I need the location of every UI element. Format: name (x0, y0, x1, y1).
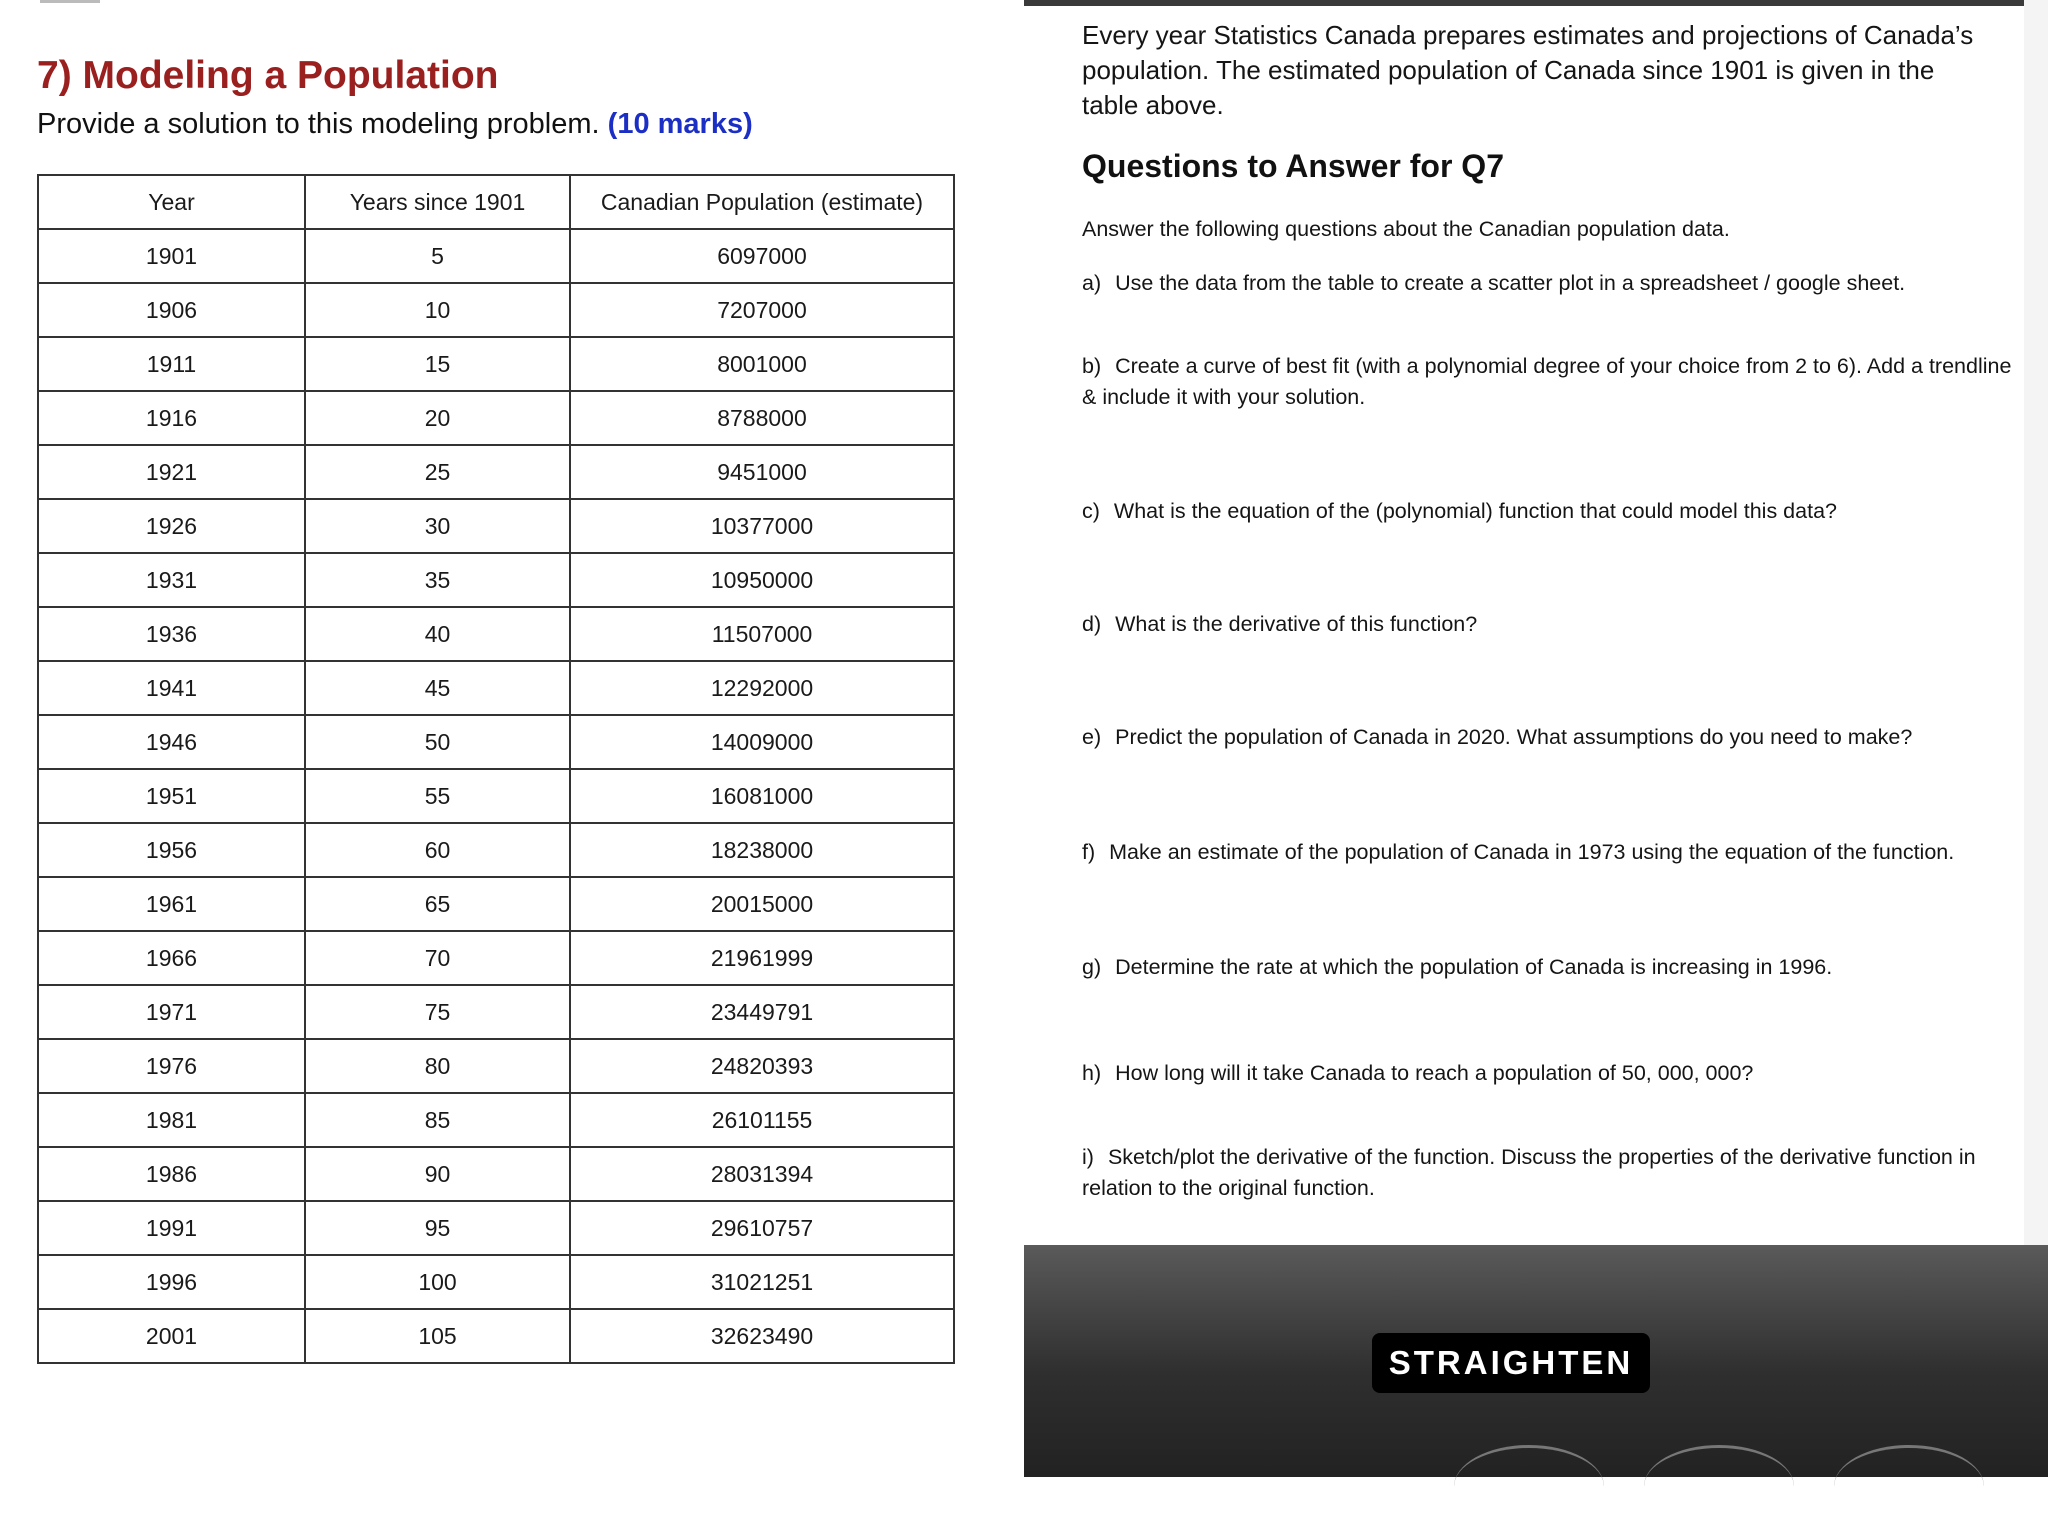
table-header-row (38, 175, 954, 229)
table-row (38, 499, 954, 553)
cell-year: 1981 (38, 1093, 305, 1147)
cell-population: 31021251 (570, 1255, 954, 1309)
cell-years-since: 60 (305, 823, 570, 877)
cell-population: 28031394 (570, 1147, 954, 1201)
cell-years-since: 85 (305, 1093, 570, 1147)
cell-year: 1906 (38, 283, 305, 337)
header-years-since: Years since 1901 (305, 175, 570, 229)
cell-year: 1921 (38, 445, 305, 499)
cell-year: 1941 (38, 661, 305, 715)
question-label: f) (1082, 840, 1096, 864)
cell-year: 1971 (38, 985, 305, 1039)
question-label: b) (1082, 354, 1102, 378)
cell-population: 24820393 (570, 1039, 954, 1093)
cell-years-since: 90 (305, 1147, 570, 1201)
cell-year: 1991 (38, 1201, 305, 1255)
cell-population: 29610757 (570, 1201, 954, 1255)
question-label: c) (1082, 499, 1100, 523)
question-text: Make an estimate of the population of Canada in 1973 using the equation of the function. (1109, 840, 1955, 864)
right-page (1024, 0, 2048, 1477)
question-label: i) (1082, 1145, 1094, 1169)
cell-population: 7207000 (570, 283, 954, 337)
question-text: Use the data from the table to create a scatter plot in a spreadsheet / google sheet. (1115, 271, 1906, 295)
table-row (38, 823, 954, 877)
question-text: Sketch/plot the derivative of the function. Discuss the properties of the derivative function in relation to the original function. (1082, 1145, 1976, 1200)
table-row (38, 661, 954, 715)
cell-years-since: 30 (305, 499, 570, 553)
cell-years-since: 65 (305, 877, 570, 931)
cell-year: 1901 (38, 229, 305, 283)
subtitle-text: Provide a solution to this modeling problem. (37, 108, 600, 140)
question-g (1082, 952, 2022, 983)
page-edge-strip (2024, 0, 2048, 1252)
cell-population: 10950000 (570, 553, 954, 607)
cell-population: 8001000 (570, 337, 954, 391)
questions-instruction: Answer the following questions about the Canadian population data. (1082, 217, 1730, 241)
cell-population: 11507000 (570, 607, 954, 661)
table-row (38, 229, 954, 283)
question-text: What is the equation of the (polynomial) function that could model this data? (1113, 499, 1837, 523)
cell-population: 18238000 (570, 823, 954, 877)
cell-population: 23449791 (570, 985, 954, 1039)
cell-population: 9451000 (570, 445, 954, 499)
intro-paragraph: Every year Statistics Canada prepares estimates and projections of Canada’s population. The estimated population of Canada since 1901 is given in the table above. (1082, 20, 1974, 120)
cell-year: 1926 (38, 499, 305, 553)
question-i (1082, 1142, 2022, 1204)
cell-years-since: 10 (305, 283, 570, 337)
cell-years-since: 25 (305, 445, 570, 499)
cell-population: 14009000 (570, 715, 954, 769)
cell-year: 1911 (38, 337, 305, 391)
header-population: Canadian Population (estimate) (570, 175, 954, 229)
question-label: d) (1082, 612, 1102, 636)
cell-year: 1996 (38, 1255, 305, 1309)
cell-years-since: 95 (305, 1201, 570, 1255)
question-label: h) (1082, 1061, 1102, 1085)
table-row (38, 877, 954, 931)
question-c (1082, 496, 2022, 527)
cell-year: 1931 (38, 553, 305, 607)
question-text: Create a curve of best fit (with a polynomial degree of your choice from 2 to 6). Add a trendline & include it with your solution. (1082, 354, 2012, 409)
rotation-dial-mark (1454, 1445, 1604, 1528)
cell-year: 1936 (38, 607, 305, 661)
cell-years-since: 80 (305, 1039, 570, 1093)
cell-years-since: 50 (305, 715, 570, 769)
question-f (1082, 837, 2022, 868)
cell-year: 1986 (38, 1147, 305, 1201)
question-d (1082, 609, 2022, 640)
questions-heading: Questions to Answer for Q7 (1082, 148, 1504, 184)
question-text: How long will it take Canada to reach a population of 50, 000, 000? (1115, 1061, 1754, 1085)
straighten-button[interactable]: STRAIGHTEN (1372, 1333, 1650, 1393)
cell-year: 1946 (38, 715, 305, 769)
table-row (38, 445, 954, 499)
table-row (38, 337, 954, 391)
cell-year: 2001 (38, 1309, 305, 1363)
table-row (38, 391, 954, 445)
cell-years-since: 55 (305, 769, 570, 823)
section-title: 7) Modeling a Population (37, 54, 499, 97)
table-row (38, 283, 954, 337)
table-row (38, 607, 954, 661)
cell-population: 26101155 (570, 1093, 954, 1147)
cell-population: 32623490 (570, 1309, 954, 1363)
question-b (1082, 351, 2022, 413)
cell-population: 21961999 (570, 931, 954, 985)
table-body (38, 229, 954, 1363)
cell-population: 10377000 (570, 499, 954, 553)
question-label: a) (1082, 271, 1102, 295)
cell-years-since: 100 (305, 1255, 570, 1309)
cell-years-since: 45 (305, 661, 570, 715)
table-row (38, 1255, 954, 1309)
population-table (37, 174, 955, 1364)
cell-population: 6097000 (570, 229, 954, 283)
page-top-border (1024, 0, 2024, 6)
table-row (38, 1201, 954, 1255)
question-text: Determine the rate at which the population of Canada is increasing in 1996. (1115, 955, 1833, 979)
left-page (0, 0, 1024, 1477)
cell-years-since: 20 (305, 391, 570, 445)
cell-year: 1956 (38, 823, 305, 877)
table-row (38, 715, 954, 769)
marks-label: (10 marks) (607, 108, 753, 140)
cell-years-since: 105 (305, 1309, 570, 1363)
header-year: Year (38, 175, 305, 229)
rotation-dial-mark (1644, 1445, 1794, 1528)
cell-years-since: 35 (305, 553, 570, 607)
cell-year: 1961 (38, 877, 305, 931)
cell-population: 20015000 (570, 877, 954, 931)
question-label: g) (1082, 955, 1102, 979)
cell-population: 8788000 (570, 391, 954, 445)
page-edge-divider (40, 0, 100, 3)
cell-years-since: 15 (305, 337, 570, 391)
question-a (1082, 268, 2022, 299)
table-row (38, 985, 954, 1039)
cell-years-since: 75 (305, 985, 570, 1039)
table-row (38, 931, 954, 985)
table-row (38, 1309, 954, 1363)
question-text: Predict the population of Canada in 2020. What assumptions do you need to make? (1115, 725, 1913, 749)
cell-years-since: 70 (305, 931, 570, 985)
cell-year: 1951 (38, 769, 305, 823)
table-row (38, 1093, 954, 1147)
edit-toolbar (1024, 1245, 2048, 1477)
cell-population: 12292000 (570, 661, 954, 715)
table-row (38, 1039, 954, 1093)
cell-years-since: 40 (305, 607, 570, 661)
cell-years-since: 5 (305, 229, 570, 283)
rotation-dial-mark (1834, 1445, 1984, 1528)
problem-instructions (37, 108, 753, 141)
question-h (1082, 1058, 2022, 1089)
cell-year: 1966 (38, 931, 305, 985)
question-label: e) (1082, 725, 1102, 749)
table-row (38, 769, 954, 823)
cell-year: 1916 (38, 391, 305, 445)
cell-year: 1976 (38, 1039, 305, 1093)
cell-population: 16081000 (570, 769, 954, 823)
question-e (1082, 722, 2022, 753)
table-row (38, 1147, 954, 1201)
question-text: What is the derivative of this function? (1115, 612, 1478, 636)
table-row (38, 553, 954, 607)
